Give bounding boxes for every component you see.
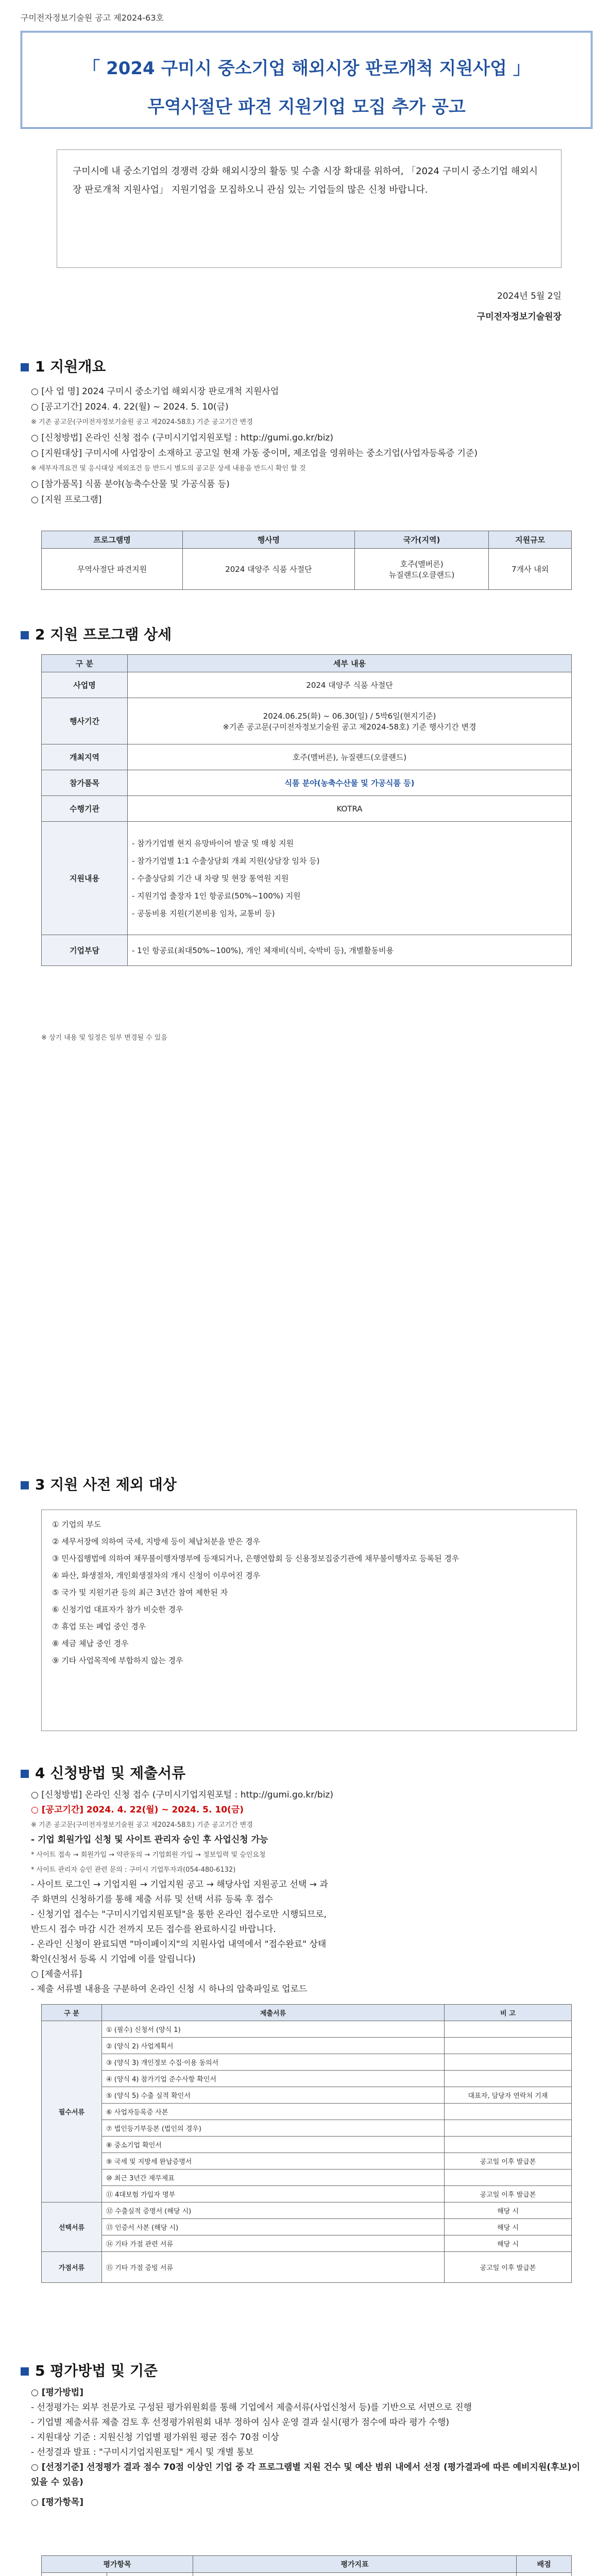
section-marker-icon xyxy=(21,2367,29,2376)
list-item: ⑥ 신청기업 대표자가 참가 비슷한 경우 xyxy=(52,1605,183,1614)
table-cell: 무역사절단 파견지원 xyxy=(42,549,183,590)
section-5-body xyxy=(31,2385,587,2510)
section-4-body xyxy=(31,1788,587,1997)
doc-note xyxy=(445,2021,572,2038)
list-item: ⑦ 휴업 또는 폐업 중인 경우 xyxy=(52,1622,146,1631)
doc-item: ⑬ 인증서 사본 (해당 시) xyxy=(102,2219,445,2235)
row-label: 지원내용 xyxy=(42,822,128,935)
s1-line: ○ [사 업 명] 2024 구미시 중소기업 해외시장 판로개척 지원사업 xyxy=(31,386,279,397)
eval-cat xyxy=(42,2573,107,2576)
row-value: KOTRA xyxy=(128,796,572,822)
doc-note xyxy=(445,2071,572,2087)
section-4-title xyxy=(21,1762,185,1783)
section-4-label: 4 신청방법 및 제출서류 xyxy=(35,1765,186,1782)
s4-line: ○ [신청방법] 온라인 신청 접수 (구미시기업지원포털 : http://gumi.go.kr/biz) xyxy=(31,1790,333,1800)
th: 비 고 xyxy=(445,2005,572,2021)
doc-item: ⑨ 국세 및 지방세 완납증명서 xyxy=(102,2153,445,2170)
doc-note: 해당 시 xyxy=(445,2235,572,2252)
th: 구 분 xyxy=(42,655,128,672)
s1-line: ○ [지원 프로그램] xyxy=(31,495,102,505)
doc-item: ② (양식 2) 사업계획서 xyxy=(102,2038,445,2054)
section-marker-icon xyxy=(21,631,29,639)
doc-note: 대표자, 담당자 연락처 기재 xyxy=(445,2087,572,2104)
doc-item: ⑦ 법인등기부등본 (법인의 경우) xyxy=(102,2120,445,2137)
th: 프로그램명 xyxy=(42,531,183,549)
table-cell: 2024 대양주 식품 사절단 xyxy=(183,549,355,590)
announcement-number: 구미전자정보기술원 공고 제2024-63호 xyxy=(21,13,164,23)
s5-line: - 지원대상 기준 : 지원신청 기업별 평가위원 평균 점수 70점 이상 xyxy=(31,2432,279,2443)
s4-line: 확인(신청서 등록 시 기업에 이를 알립니다) xyxy=(31,1954,196,1964)
doc-item: ⑫ 수출실적 증명서 (해당 시) xyxy=(102,2202,445,2219)
s4-line: - 신청기업 접수는 "구미시기업지원포털"을 통한 온라인 접수로만 시행되므로, xyxy=(31,1909,327,1920)
th: 국가(지역) xyxy=(354,531,488,549)
list-item: ④ 파산, 화생절차, 개인회생절차의 개시 신청이 이루어진 경우 xyxy=(52,1571,261,1580)
list-item: ⑧ 세금 체납 중인 경우 xyxy=(52,1639,129,1648)
s4-line: 반드시 접수 마감 시간 전까지 모든 접수를 완료하시길 바랍니다. xyxy=(31,1924,276,1935)
doc-item: ⑩ 최근 3년간 재무제표 xyxy=(102,2170,445,2186)
section-5-label: 5 평가방법 및 기준 xyxy=(35,2362,158,2379)
row-label: 수행기관 xyxy=(42,796,128,822)
s5-sub: ○ [평가방법] xyxy=(31,2387,83,2398)
issuer: 구미전자정보기술원장 xyxy=(476,312,561,322)
eval-desc xyxy=(193,2573,517,2576)
doc-note xyxy=(445,2137,572,2153)
section-2-note: ※ 상기 내용 및 일정은 일부 변경될 수 있음 xyxy=(41,1034,167,1042)
s4-line: - 제출 서류별 내용을 구분하여 온라인 신청 시 하나의 압축파일로 업로드 xyxy=(31,1984,308,1994)
section-marker-icon xyxy=(21,363,29,371)
row-value: 식품 분야(농축수산물 및 가공식품 등) xyxy=(128,770,572,796)
s1-line: ※ 세부자격요건 및 응시대상 제외조건 등 반드시 별도의 공고문 상세 내용을 반드시 확인 할 것 xyxy=(31,465,306,472)
th: 평가지표 xyxy=(193,2556,517,2573)
row-value: 호주(멜버른), 뉴질랜드(오클랜드) xyxy=(128,744,572,770)
announcement-date: 2024년 5월 2일 xyxy=(497,291,561,301)
s4-line: ※ 기존 공고문(구미전자정보기술원 공고 제2024-58호) 기준 공고기간 변경 xyxy=(31,1821,253,1829)
row-label: 개최지역 xyxy=(42,744,128,770)
group-label: 선택서류 xyxy=(42,2202,102,2252)
th: 지원규모 xyxy=(489,531,572,549)
th: 구 분 xyxy=(42,2005,102,2021)
s5-sub: ○ [평가항목] xyxy=(31,2497,83,2507)
th: 행사명 xyxy=(183,531,355,549)
s4-line: * 사이트 접속 → 회원가입 → 약관동의 → 기업회원 가입 → 정보입력 및 승인요청 xyxy=(31,1851,266,1859)
doc-item: ⑮ 기타 가점 증빙 서류 xyxy=(102,2252,445,2283)
group-label: 필수서류 xyxy=(42,2021,102,2202)
doc-item: ⑧ 중소기업 확인서 xyxy=(102,2137,445,2153)
list-item: ⑨ 기타 사업목적에 부합하지 않는 경우 xyxy=(52,1656,183,1665)
doc-item: ③ (양식 3) 개인정보 수집·이용 동의서 xyxy=(102,2054,445,2071)
section-3-title xyxy=(21,1473,177,1494)
section-5-title xyxy=(21,2360,158,2380)
doc-note: 해당 시 xyxy=(445,2219,572,2235)
doc-item: ④ (양식 4) 참가기업 준수사항 확인서 xyxy=(102,2071,445,2087)
exclusion-list xyxy=(41,1510,577,1731)
documents-table xyxy=(41,2004,572,2283)
s5-line: - 기업별 제출서류 제출 검토 후 선정평가위원회 내부 정하여 심사 운영 결과 실시(평가 점수에 따라 평가 수행) xyxy=(31,2417,450,2428)
s1-line: ※ 기존 공고문(구미전자정보기술원 공고 제2024-58호) 기준 공고기간 변경 xyxy=(31,418,253,426)
eval-score xyxy=(517,2573,572,2576)
section-1-body xyxy=(31,384,587,507)
section-1-title xyxy=(21,355,106,376)
s4-line: - 사이트 로그인 → 기업지원 → 기업지원 공고 → 해당사업 지원공고 선택 → 과 xyxy=(31,1879,328,1890)
s4-line: * 사이트 관리자 승인 관련 문의 : 구미시 기업투자과(054-480-6132) xyxy=(31,1866,236,1874)
row-label: 기업부담 xyxy=(42,935,128,966)
evaluation-table xyxy=(41,2555,572,2576)
doc-item: ⑥ 사업자등록증 사본 xyxy=(102,2104,445,2120)
s4-line: - 기업 회원가입 신청 및 사이트 관리자 승인 후 사업신청 가능 xyxy=(31,1835,268,1845)
section-2-title xyxy=(21,623,172,644)
table-cell: 7개사 내외 xyxy=(489,549,572,590)
s1-line: ○ [신청방법] 온라인 신청 접수 (구미시기업지원포털 : http://gumi.go.kr/biz) xyxy=(31,433,333,443)
row-label: 행사기간 xyxy=(42,698,128,744)
s4-line: ○ [공고기간] 2024. 4. 22(월) ~ 2024. 5. 10(금) xyxy=(31,1805,244,1815)
doc-note xyxy=(445,2054,572,2071)
th: 세부 내용 xyxy=(128,655,572,672)
row-value: 2024 대양주 식품 사절단 xyxy=(128,672,572,698)
s1-line: ○ [참가품목] 식품 분야(농축수산물 및 가공식품 등) xyxy=(31,479,230,489)
list-item: ⑤ 국가 및 지원기관 등의 최근 3년간 참여 제한된 자 xyxy=(52,1588,228,1597)
detail-table xyxy=(41,654,572,966)
list-item: ① 기업의 부도 xyxy=(52,1520,101,1529)
row-value: 2024.06.25(화) ~ 06.30(일) / 5박6일(현지기준) ※기존 공고문(구미전자정보기술원 공고 제2024-58호) 기준 행사기간 변경 xyxy=(128,698,572,744)
s4-line: - 온라인 신청이 완료되면 "마이페이지"의 지원사업 내역에서 "접수완료" 상태 xyxy=(31,1939,327,1950)
doc-note xyxy=(445,2170,572,2186)
table-cell: 호주(멜버른) 뉴질랜드(오클랜드) xyxy=(354,549,488,590)
section-marker-icon xyxy=(21,1770,29,1778)
page-subtitle: 무역사절단 파견 지원기업 모집 추가 공고 xyxy=(147,97,466,117)
s5-line: - 선정평가는 외부 전문가로 구성된 평가위원회를 통해 기업에서 제출서류(사업신청서 등)를 기반으로 서면으로 진행 xyxy=(31,2402,472,2413)
row-value: - 1인 항공료(최대50%~100%), 개인 체재비(식비, 숙박비 등), 개별활동비용 xyxy=(128,935,572,966)
th: 제출서류 xyxy=(102,2005,445,2021)
doc-note: 공고일 이후 발급본 xyxy=(445,2252,572,2283)
section-marker-icon xyxy=(21,1481,29,1489)
s5-line: - 선정결과 발표 : "구미시기업지원포털" 게시 및 개별 통보 xyxy=(31,2447,254,2458)
list-item: ③ 민사집행법에 의하여 채무불이행자명부에 등재되거나, 은행연합회 등 신용정보집중기관에 채무불이행자로 등록된 경우 xyxy=(52,1554,459,1563)
section-3-label: 3 지원 사전 제외 대상 xyxy=(35,1476,177,1493)
doc-item: ⑭ 기타 가점 관련 서류 xyxy=(102,2235,445,2252)
eval-sub xyxy=(107,2573,193,2576)
doc-item: ⑪ 4대보험 가입자 명부 xyxy=(102,2186,445,2202)
doc-item: ⑤ (양식 5) 수출 실적 확인서 xyxy=(102,2087,445,2104)
s4-line: ○ [제출서류] xyxy=(31,1969,82,1979)
doc-note xyxy=(445,2104,572,2120)
title-box xyxy=(21,31,592,129)
section-2-label: 2 지원 프로그램 상세 xyxy=(35,626,172,643)
row-value: - 참가기업별 현지 유망바이어 발굴 및 매칭 지원 - 참가기업별 1:1 수출상담회 개최 지원(상담장 임차 등) - 수출상담회 기간 내 차량 및 현장 통역원 지원 - 지원기업 출장자 1인 항공료(50%~100%) 지원 - 공동비용 지원(기본비용 임차, 교통비 등) xyxy=(128,822,572,935)
th: 평가항목 xyxy=(42,2556,193,2573)
doc-note: 해당 시 xyxy=(445,2202,572,2219)
group-label: 가점서류 xyxy=(42,2252,102,2283)
program-table xyxy=(41,531,572,590)
doc-note: 공고일 이후 발급본 xyxy=(445,2186,572,2202)
s4-line: 주 화면의 신청하기를 통해 제출 서류 및 선택 서류 등록 후 접수 xyxy=(31,1894,273,1905)
row-label: 참가품목 xyxy=(42,770,128,796)
s1-line: ○ [공고기간] 2024. 4. 22(월) ~ 2024. 5. 10(금) xyxy=(31,402,229,412)
th: 배점 xyxy=(517,2556,572,2573)
s5-line: ○ [선정기준] 선정평가 결과 점수 70점 이상인 기업 중 각 프로그램별 지원 건수 및 예산 범위 내에서 선정 (평가결과에 따른 예비지원(후보)이 있을 수 있음) xyxy=(31,2462,581,2487)
page-title: 「 2024 구미시 중소기업 해외시장 판로개척 지원사업 」 xyxy=(82,58,531,79)
section-1-label: 1 지원개요 xyxy=(35,358,106,375)
list-item: ② 세무서장에 의하여 국세, 지방세 등이 체납처분을 받은 경우 xyxy=(52,1537,261,1546)
doc-note xyxy=(445,2120,572,2137)
doc-item: ① (필수) 신청서 (양식 1) xyxy=(102,2021,445,2038)
s1-line: ○ [지원대상] 구미시에 사업장이 소재하고 공고일 현재 가동 중이며, 제조업을 영위하는 중소기업(사업자등록증 기준) xyxy=(31,448,478,459)
row-label: 사업명 xyxy=(42,672,128,698)
doc-note: 공고일 이후 발급본 xyxy=(445,2153,572,2170)
intro-box: 구미시에 내 중소기업의 경쟁력 강화 해외시장의 활동 및 수출 시장 확대를 위하여, 「2024 구미시 중소기업 해외시장 판로개척 지원사업」 지원기업을 모집하오니 관심 있는 기업들의 많은 신청 바랍니다. xyxy=(57,149,561,268)
doc-note xyxy=(445,2038,572,2054)
